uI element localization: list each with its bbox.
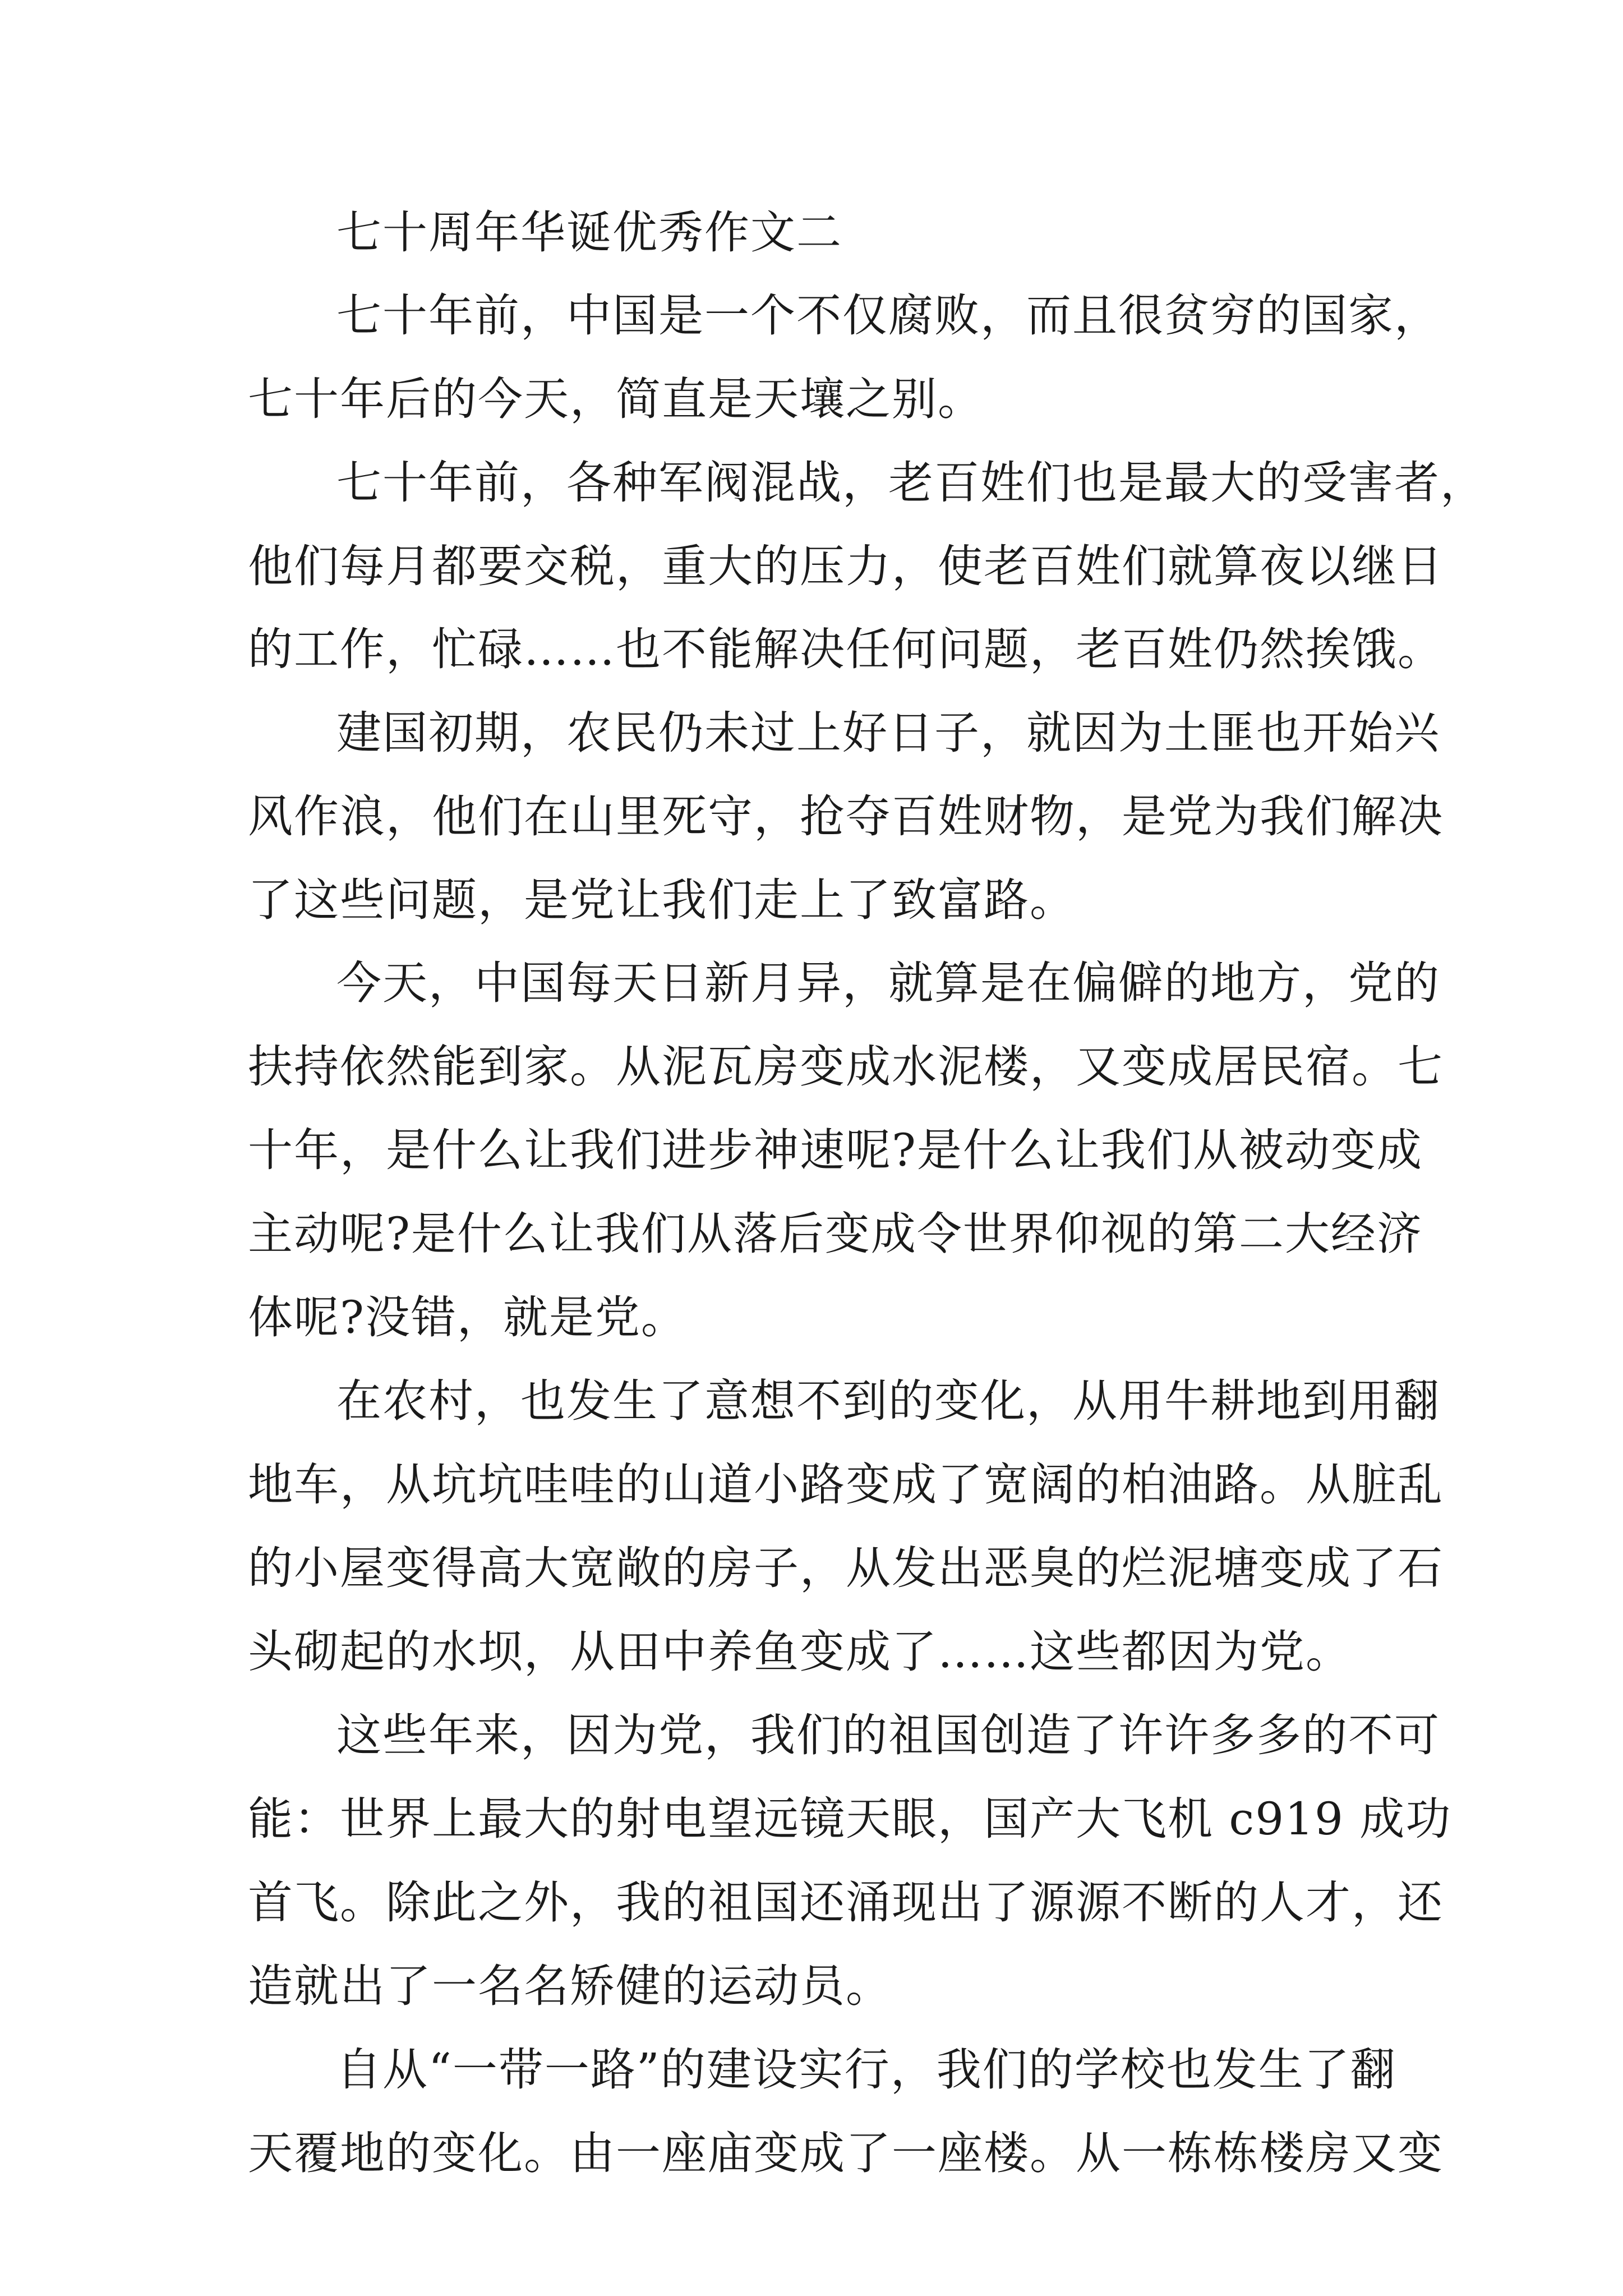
- paragraph-3-line-2: 风作浪，他们在山里死守，抢夺百姓财物，是党为我们解决: [248, 790, 1444, 843]
- paragraph-5-line-4: 头砌起的水坝，从田中养鱼变成了……这些都因为党。: [248, 1626, 1352, 1678]
- paragraph-2-line-2: 他们每月都要交税，重大的压力，使老百姓们就算夜以继日: [248, 540, 1444, 592]
- paragraph-6-line-4: 造就出了一名名矫健的运动员。: [248, 1960, 892, 2012]
- paragraph-3-line-3: 了这些问题，是党让我们走上了致富路。: [248, 874, 1076, 926]
- paragraph-4-line-4: 主动呢?是什么让我们从落后变成令世界仰视的第二大经济: [248, 1208, 1423, 1260]
- paragraph-5-line-3: 的小屋变得高大宽敞的房子，从发出恶臭的烂泥塘变成了石: [248, 1542, 1444, 1594]
- paragraph-6-line-1: 这些年来，因为党，我们的祖国创造了许许多多的不可: [336, 1709, 1440, 1761]
- paragraph-5-line-1: 在农村，也发生了意想不到的变化，从用牛耕地到用翻: [336, 1375, 1440, 1427]
- essay-title: 七十周年华诞优秀作文二: [336, 206, 842, 259]
- paragraph-6-line-3: 首飞。除此之外，我的祖国还涌现出了源源不断的人才，还: [248, 1876, 1444, 1929]
- paragraph-4-line-3: 十年，是什么让我们进步神速呢?是什么让我们从被动变成: [248, 1124, 1423, 1176]
- paragraph-4-line-2: 扶持依然能到家。从泥瓦房变成水泥楼，又变成居民宿。七: [248, 1041, 1444, 1093]
- paragraph-1-line-2: 七十年后的今天，简直是天壤之别。: [248, 373, 984, 425]
- paragraph-4-line-5: 体呢?没错，就是党。: [248, 1291, 687, 1343]
- paragraph-7-line-1: 自从“一带一路”的建设实行，我们的学校也发生了翻: [336, 2044, 1396, 2096]
- paragraph-3-line-1: 建国初期，农民仍未过上好日子，就因为土匪也开始兴: [336, 707, 1440, 759]
- paragraph-1-line-1: 七十年前，中国是一个不仅腐败，而且很贫穷的国家，: [336, 289, 1440, 342]
- paragraph-5-line-2: 地车，从坑坑哇哇的山道小路变成了宽阔的柏油路。从脏乱: [248, 1458, 1444, 1511]
- paragraph-7-line-2: 天覆地的变化。由一座庙变成了一座楼。从一栋栋楼房又变: [248, 2127, 1444, 2179]
- paragraph-2-line-3: 的工作，忙碌……也不能解决任何问题，老百姓仍然挨饿。: [248, 623, 1444, 675]
- paragraph-2-line-1: 七十年前，各种军阀混战，老百姓们也是最大的受害者，: [336, 457, 1486, 509]
- paragraph-6-line-2: 能：世界上最大的射电望远镜天眼，国产大飞机 c919 成功: [248, 1793, 1452, 1845]
- paragraph-4-line-1: 今天，中国每天日新月异，就算是在偏僻的地方，党的: [336, 957, 1440, 1009]
